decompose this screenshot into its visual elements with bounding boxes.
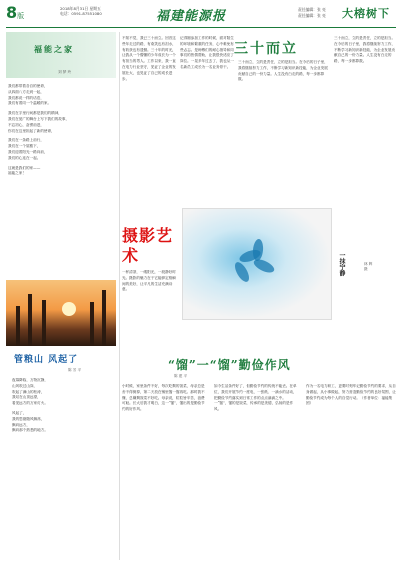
poem-line: 山风吹过山岗，: [12, 383, 38, 388]
section-title: 大榕树下: [342, 7, 390, 20]
poem-line: 福能之家！: [8, 171, 26, 176]
chimney-1: [16, 306, 20, 346]
editor-info: [298, 7, 326, 19]
chimney-5: [102, 290, 106, 346]
page-number-suffix: 版: [17, 12, 25, 20]
poem-line: 我的思绪随风飘荡，: [12, 416, 45, 421]
sunset-illustration: [6, 280, 116, 346]
poem-line: 我站在山顶远望，: [12, 395, 41, 400]
header-date: [60, 6, 130, 16]
poem-line: 我们在宽广的舞台上写下我们的故事，: [8, 116, 70, 121]
poem-line: 这就是我们的家——: [8, 165, 41, 170]
header-rule: [6, 27, 396, 28]
article1-col1: 不知不觉，我已三十而立。回首这些年走过的路，有欢笑也有泪水，有收获也有遗憾。三十年的时光，让我从一个懵懂的少年成长为一个有担当的男人。工作以来，我一直在电力行业坚守，见证了企业的发展壮大，也见证了自己的成长进步。: [122, 36, 176, 81]
poem1-author: 刘 梦 玲: [58, 70, 72, 74]
photo-article-body: 一杯清茶，一缕阳光，一段静好时光。摄影的魅力在于它能够定格瞬间的美好，让平凡的生活充满诗意。: [122, 270, 176, 292]
article3-col1: 小时候，家里条件不好，每次吃剩的饭菜，母亲总是舍不得倒掉，第二天放在锅里馏一馏再吃。那时我不懂，总嫌剩饭菜不好吃。母亲说，粒粒皆辛苦，浪费可耻。长大后我才明白，这一“馏”，馏出的是勤俭节约的好作风。: [122, 384, 205, 412]
poem-line: 我们在一条路上前行，: [8, 138, 44, 143]
article1-title: 三十而立: [234, 41, 298, 57]
featured-photo: [182, 208, 332, 320]
poem-line: 我们迎着阳光一路向前，: [8, 149, 48, 154]
chimney-2: [28, 294, 32, 346]
design-line: 责任编辑：张 亮: [298, 13, 326, 18]
poem-line: 飘向远方，: [12, 422, 30, 427]
page-header: [6, 4, 396, 28]
poem-line: 我们在一个屋檐下，: [8, 144, 41, 149]
poem-line: 不忘初心，奋勇前进，: [8, 122, 44, 127]
poem-line: 飘向那个熟悉的地方。: [12, 428, 48, 433]
photographer-credit: 林 辉 摄: [364, 262, 373, 271]
poem-line: 我们都说一样的话语，: [8, 95, 44, 100]
poem-line: 看见远方的万家灯火。: [12, 401, 48, 406]
photo-caption: [338, 252, 358, 276]
poem1-body: [8, 84, 114, 177]
column-rule: [119, 32, 120, 560]
photo-caption-title: 一抹宁静: [338, 252, 345, 276]
photo-section-title: 摄影艺术: [122, 226, 174, 265]
poem-line: 我们都带着各自的使命，: [8, 84, 48, 88]
article3-author: 陈 建 平: [174, 374, 188, 378]
sun-shape: [62, 302, 76, 316]
page-number-value: 8: [6, 3, 18, 22]
chimney-4: [90, 302, 94, 346]
article1-col2: 记得刚参加工作的时候，面对陌生的环境和繁重的任务，心中难免有些忐忑。是师傅们的耐心指导和同事们的热情帮助，让我很快适应了岗位。一晃多年过去了，我也从一名新员工成长为一名业务骨干。: [180, 36, 234, 69]
page-number: [6, 4, 24, 25]
poem2-title: 管粮山 风起了: [14, 355, 79, 365]
editor-line: 责任编辑：张 亮: [298, 7, 326, 12]
poem-line: 我们有着同一个温暖的家。: [8, 101, 52, 106]
article3-col3: 作为一名电力职工，更要时刻牢记勤俭节约的要求，从自身做起，从小事做起，努力营造勤俭节约的良好氛围，让勤俭节约成为每个人的自觉行动。（作者单位：福能集团）: [306, 384, 396, 406]
poem1-title: 福能之家: [34, 44, 74, 54]
poem-line: 我们的心连在一起。: [8, 155, 41, 160]
poem-line: 吹起了满山的松涛，: [12, 389, 45, 394]
left-column: [6, 32, 116, 562]
poem-line: 我们在字里行间都是我们的精神，: [8, 111, 62, 116]
poem-line: 风起了，: [12, 410, 27, 415]
phone-line: 电话：0591-87551080: [60, 11, 102, 16]
article3-col2: 如今生活条件好了，但勤俭节约的传统不能丢。在单位，我们开展节约一度电、一张纸、一滴水的活动，把勤俭节约落实到日常工作的点点滴滴之中。一“馏”，馏的是饭菜，传承的是美德，弘扬的是作风。: [214, 384, 297, 412]
poem-line: 从四面八方走到一起，: [8, 89, 44, 94]
article3-title: “馏”一“馏”勤俭作风: [168, 358, 291, 372]
newspaper-logo: 福建能源报: [156, 9, 227, 24]
article1-col3: 三十而立，立的是责任，立的是担当。在今后的日子里，我将继续努力工作，不断学习新知识新技能，为企业发展贡献自己的一份力量。人生没有白走的路，每一步都算数。: [238, 60, 328, 82]
poem1-banner: [6, 32, 116, 78]
chimney-3: [42, 300, 46, 346]
poem-line: 你们在这里担起了新的使命，: [8, 128, 55, 133]
poem-line: 夜幕降临，万物沉静，: [12, 378, 48, 382]
article1-col4: 三十而立，立的是责任，立的是担当。在今后的日子里，我将继续努力工作，不断学习新知识新技能，为企业发展贡献自己的一份力量。人生没有白走的路，每一步都算数。: [334, 36, 396, 64]
poem2-body: [12, 378, 112, 434]
date-line: 2018年8月31日 星期五: [60, 6, 101, 11]
poem2-author: 陈 芳 平: [68, 368, 82, 372]
